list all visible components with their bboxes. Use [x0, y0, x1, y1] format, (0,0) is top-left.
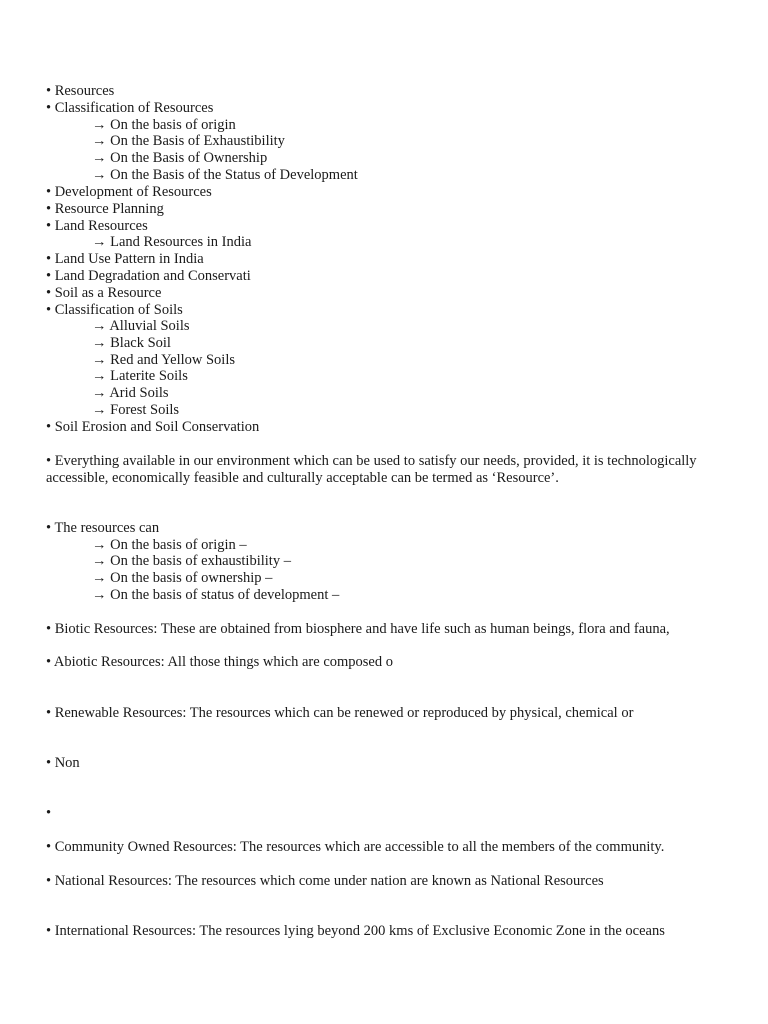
non-renewable-paragraph: • Non	[46, 755, 80, 771]
toc-item-resources: • Resources	[46, 83, 115, 99]
toc-subitem: → On the Basis of Ownership	[92, 150, 268, 166]
biotic-paragraph: • Biotic Resources: These are obtained from biosphere and have life such as human beings, flora and fauna,	[46, 621, 670, 637]
toc-subitem: → On the basis of origin	[92, 117, 236, 133]
national-paragraph: • National Resources: The resources which come under nation are known as National Resources	[46, 873, 604, 889]
resources-can-heading: • The resources can	[46, 520, 160, 536]
toc-item-land-resources: • Land Resources	[46, 218, 148, 234]
international-paragraph: • International Resources: The resources lying beyond 200 kms of Exclusive Economic Zone in the oceans	[46, 923, 665, 939]
toc-item-classification-soils: • Classification of Soils	[46, 302, 183, 318]
toc-item-land-use: • Land Use Pattern in India	[46, 251, 204, 267]
toc-subitem: → Red and Yellow Soils	[92, 352, 236, 368]
abiotic-paragraph: • Abiotic Resources: All those things which are composed o	[46, 654, 393, 670]
toc-item-classification: • Classification of Resources	[46, 100, 214, 116]
empty-bullet: •	[46, 805, 52, 821]
basis-item: → On the basis of ownership –	[92, 570, 273, 586]
toc-subitem: → On the Basis of the Status of Development	[92, 167, 358, 183]
toc-subitem: → Forest Soils	[92, 402, 180, 418]
toc-item-land-degradation: • Land Degradation and Conservati	[46, 268, 251, 284]
basis-item: → On the basis of origin –	[92, 537, 247, 553]
toc-subitem: → On the Basis of Exhaustibility	[92, 133, 285, 149]
definition-paragraph: • Everything available in our environment which can be used to satisfy our needs, provided, it is technologically accessible, economically feasible and culturally acceptable can be termed as ‘Resource’.	[46, 453, 697, 486]
community-paragraph: • Community Owned Resources: The resources which are accessible to all the members of the community.	[46, 839, 665, 855]
toc-subitem: → Alluvial Soils	[92, 318, 190, 334]
toc-subitem: → Laterite Soils	[92, 368, 188, 384]
toc-subitem: → Land Resources in India	[92, 234, 252, 250]
toc-item-development: • Development of Resources	[46, 184, 212, 200]
renewable-paragraph: • Renewable Resources: The resources which can be renewed or reproduced by physical, chemical or	[46, 705, 634, 721]
basis-item: → On the basis of status of development –	[92, 587, 340, 603]
toc-item-soil-erosion: • Soil Erosion and Soil Conservation	[46, 419, 260, 435]
basis-item: → On the basis of exhaustibility –	[92, 553, 291, 569]
toc-subitem: → Arid Soils	[92, 385, 169, 401]
toc-item-planning: • Resource Planning	[46, 201, 164, 217]
toc-item-soil-resource: • Soil as a Resource	[46, 285, 162, 301]
toc-subitem: → Black Soil	[92, 335, 171, 351]
